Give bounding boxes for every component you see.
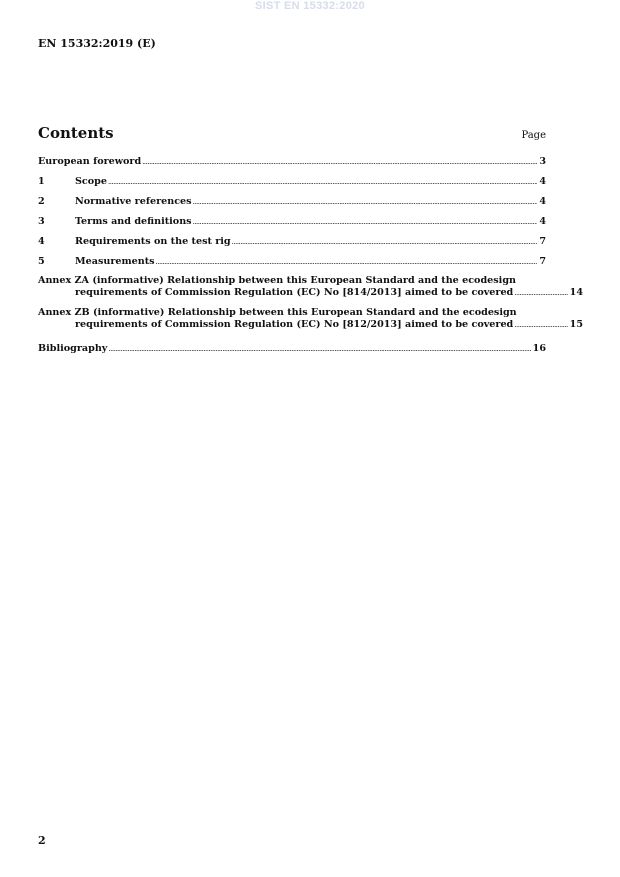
toc-leader-dots [514,287,567,299]
toc-entry-page: 15 [569,319,583,330]
watermark: SIST EN 15332:2020 [255,0,365,12]
toc-entry-measurements[interactable] [38,256,546,268]
toc-entry-number: 1 [38,176,45,187]
toc-entry-scope[interactable] [38,176,546,188]
toc-entry-foreword[interactable] [38,156,546,168]
toc-entry-title-line1: Annex ZA (informative) Relationship between this European Standard and the ecodesign [38,275,516,286]
toc-entry-title: Requirements on the test rig [75,236,231,247]
toc-entry-page: 14 [569,287,583,298]
toc-entry-bibliography[interactable] [38,343,546,355]
toc-entry-requirements-test-rig[interactable] [38,236,546,248]
toc-entry-terms-and-definitions[interactable] [38,216,546,228]
toc-entry-page: 4 [539,196,546,207]
toc-leader-dots [232,236,538,248]
contents-title: Contents [38,124,114,142]
toc-entry-number: 5 [38,256,45,267]
toc-entry-page: 4 [539,216,546,227]
toc-leader-dots [514,319,567,331]
toc-entry-title: Terms and definitions [75,216,192,227]
toc-leader-dots [193,216,538,228]
toc-entry-annex-za[interactable] [38,275,583,299]
toc-leader-dots [142,156,537,168]
toc-entry-title-line2: requirements of Commission Regulation (EC) No [814/2013] aimed to be covered [75,287,514,298]
toc-entry-page: 4 [539,176,546,187]
toc-entry-title-line1: Annex ZB (informative) Relationship between this European Standard and the ecodesign [38,307,517,318]
toc-entry-title: Scope [75,176,107,187]
toc-entry-number: 4 [38,236,45,247]
toc-entry-title: European foreword [38,156,142,167]
document-id: EN 15332:2019 (E) [38,37,156,50]
toc-leader-dots [193,196,538,208]
toc-entry-title-line2: requirements of Commission Regulation (EC) No [812/2013] aimed to be covered [75,319,514,330]
toc-entry-normative-references[interactable] [38,196,546,208]
toc-entry-title: Bibliography [38,343,108,354]
toc-leader-dots [108,343,530,355]
toc-entry-number: 3 [38,216,45,227]
contents-header [38,124,546,142]
toc-entry-title: Normative references [75,196,192,207]
toc-entry-page: 3 [539,156,546,167]
toc-leader-dots [156,256,538,268]
page-number: 2 [38,834,46,847]
toc-entry-annex-zb[interactable] [38,307,583,331]
toc-entry-number: 2 [38,196,45,207]
page-column-label: Page [521,130,546,141]
toc-entry-page: 7 [539,236,546,247]
toc-entry-page: 16 [532,343,546,354]
toc-entry-page: 7 [539,256,546,267]
toc-entry-title: Measurements [75,256,155,267]
toc-leader-dots [108,176,537,188]
